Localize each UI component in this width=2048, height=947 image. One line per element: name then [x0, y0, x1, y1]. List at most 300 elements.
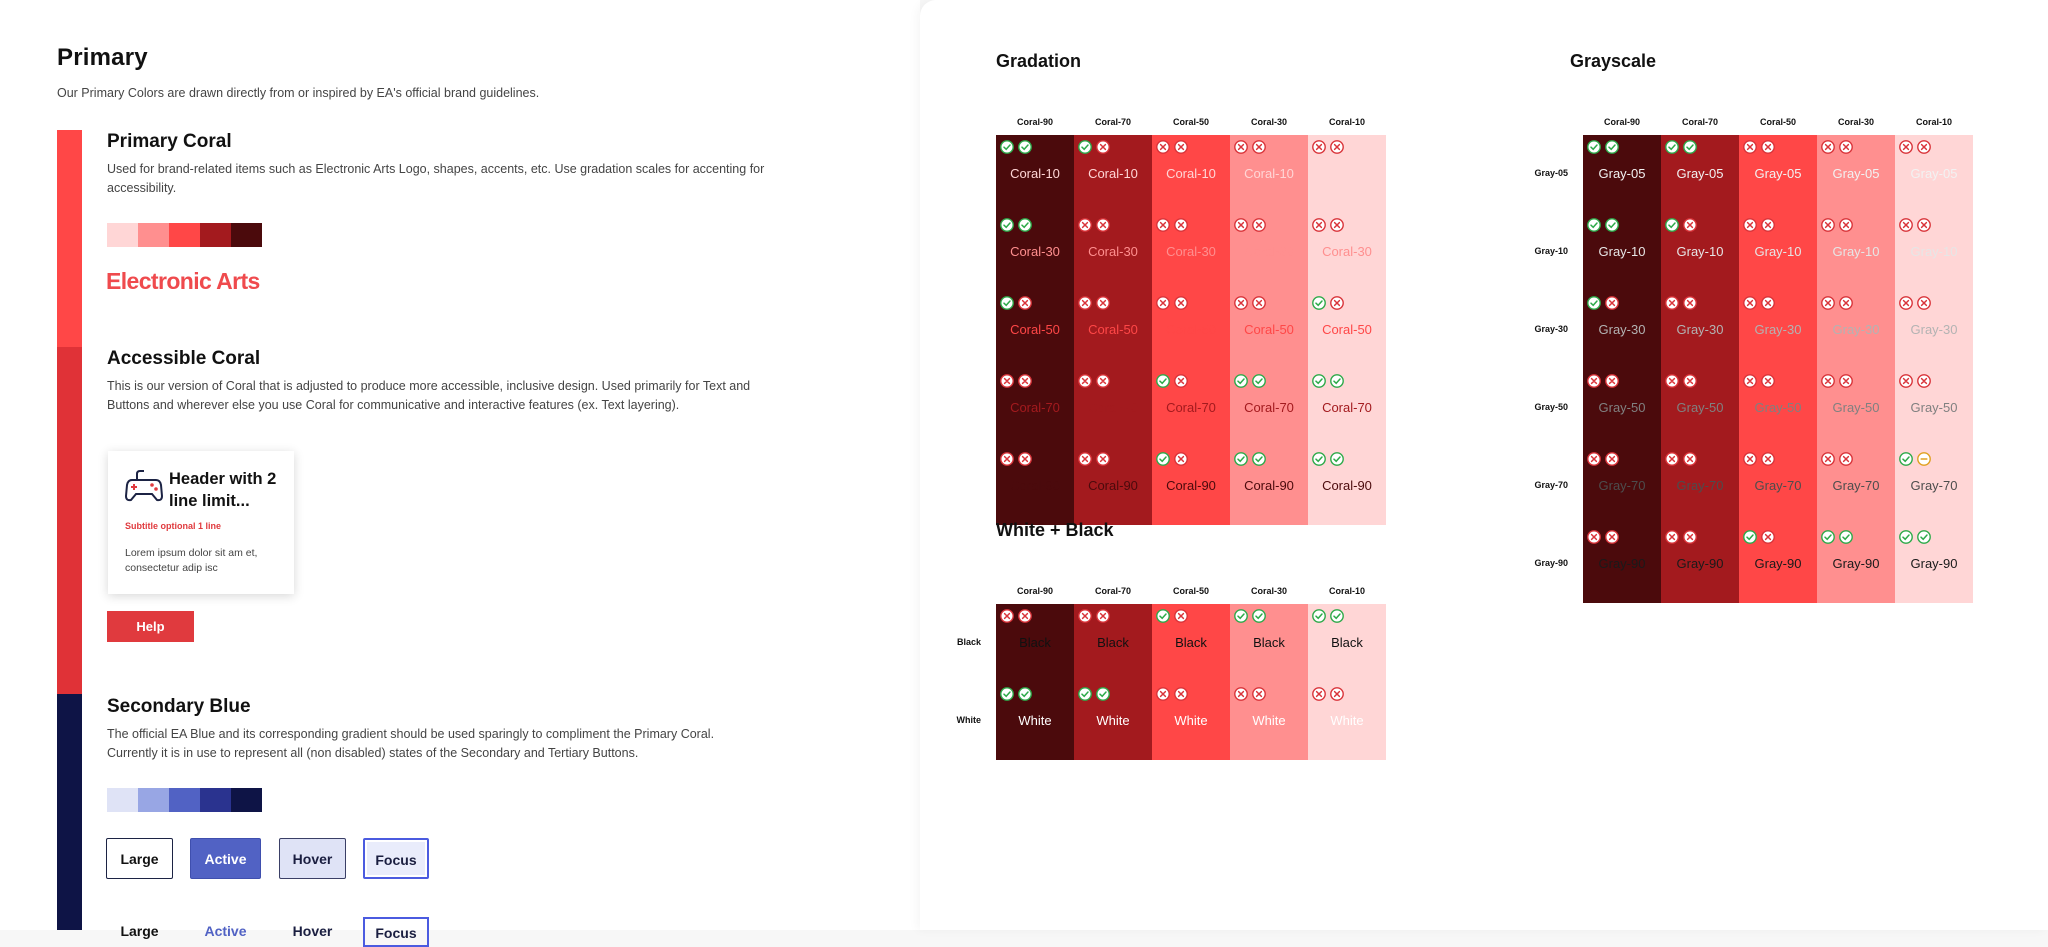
fail-x-icon: [1743, 452, 1757, 466]
white_black-title: White + Black: [996, 520, 1114, 540]
fail-x-icon: [1761, 374, 1775, 388]
pass-check-icon: [1312, 374, 1326, 388]
cell-label: Coral-10: [1322, 166, 1372, 181]
grayscale-contrast-cell: [1895, 369, 1973, 447]
tertiary-active-button[interactable]: Active: [204, 923, 247, 939]
fail-x-icon: [1761, 530, 1775, 544]
pass-check-icon: [1605, 140, 1619, 154]
cell-label: Coral-10: [1244, 166, 1294, 181]
gradation-contrast-cell: [1074, 447, 1152, 525]
fail-x-icon: [1743, 218, 1757, 232]
pass-check-icon: [1000, 296, 1014, 310]
fail-x-icon: [1743, 296, 1757, 310]
grayscale-contrast-cell: [1739, 369, 1817, 447]
secondary-blue-bar: [57, 694, 82, 930]
pass-check-icon: [1665, 140, 1679, 154]
primary-coral-bar: [57, 130, 82, 347]
page-intro: Our Primary Colors are drawn directly from or inspired by EA's official brand guidelines.: [57, 86, 540, 100]
grayscale-contrast-cell: [1895, 291, 1973, 369]
coral-swatch-3: [169, 223, 200, 247]
cell-label: Black: [1097, 635, 1129, 650]
coral-swatch-strip: [107, 223, 262, 247]
fail-x-icon: [1078, 452, 1092, 466]
coral-swatch-5: [231, 223, 262, 247]
pass-check-icon: [1587, 296, 1601, 310]
warning-icon: [1917, 452, 1931, 466]
coral-swatch-2: [138, 223, 169, 247]
white_black-row-header: Black: [956, 637, 981, 647]
cell-label: White: [1096, 713, 1130, 728]
grayscale-contrast-cell: [1895, 525, 1973, 603]
grayscale-row-header: Gray-70: [1534, 480, 1568, 490]
white_black-contrast-cell: [1152, 604, 1230, 682]
fail-x-icon: [1174, 374, 1188, 388]
fail-x-icon: [1683, 374, 1697, 388]
fail-x-icon: [1096, 452, 1110, 466]
pass-check-icon: [1587, 140, 1601, 154]
fail-x-icon: [1587, 374, 1601, 388]
cell-label: Gray-05: [1676, 166, 1724, 181]
card-title: Header with 2 line limit...: [169, 470, 277, 510]
cell-label: Gray-30: [1910, 322, 1958, 337]
grayscale-column-header: Coral-50: [1759, 117, 1796, 127]
grayscale-contrast-cell: [1583, 447, 1661, 525]
white_black-column-header: Coral-90: [1016, 586, 1053, 596]
fail-x-icon: [1821, 140, 1835, 154]
gradation-contrast-cell: [1308, 447, 1386, 525]
pass-check-icon: [1821, 530, 1835, 544]
gradation-contrast-cell: [996, 369, 1074, 447]
cell-label: Gray-50: [1910, 400, 1958, 415]
fail-x-icon: [1018, 609, 1032, 623]
fail-x-icon: [1665, 374, 1679, 388]
blue-swatch-2: [138, 788, 169, 812]
grayscale-row-header: Gray-90: [1534, 558, 1568, 568]
fail-x-icon: [1096, 218, 1110, 232]
grayscale-contrast-cell: [1739, 135, 1817, 213]
gradation-contrast-cell: [996, 135, 1074, 213]
cell-label: Coral-30: [1322, 244, 1372, 259]
gradation-contrast-cell: [1152, 135, 1230, 213]
gradation-contrast-cell: [1074, 135, 1152, 213]
white_black-contrast-cell: [1230, 682, 1308, 760]
fail-x-icon: [1174, 609, 1188, 623]
pass-check-icon: [1000, 687, 1014, 701]
white_black-column-header: Coral-10: [1328, 586, 1365, 596]
cell-label: Gray-70: [1754, 478, 1802, 493]
grayscale-contrast-cell: [1661, 213, 1739, 291]
gradation-contrast-cell: [1308, 135, 1386, 213]
grayscale-contrast-cell: [1583, 135, 1661, 213]
tertiary-focus-button[interactable]: Focus: [363, 917, 429, 947]
fail-x-icon: [1917, 374, 1931, 388]
cell-label: Black: [1019, 635, 1051, 650]
grayscale-contrast-cell: [1661, 447, 1739, 525]
cell-label: White: [1174, 713, 1208, 728]
cell-label: Black: [1175, 635, 1207, 650]
fail-x-icon: [1605, 452, 1619, 466]
fail-x-icon: [1665, 296, 1679, 310]
fail-x-icon: [1330, 218, 1344, 232]
fail-x-icon: [1899, 374, 1913, 388]
pass-check-icon: [1018, 218, 1032, 232]
gradation-contrast-cell: [1152, 369, 1230, 447]
coral-swatch-4: [200, 223, 231, 247]
pass-check-icon: [1330, 452, 1344, 466]
cell-label: Coral-70: [1244, 400, 1294, 415]
gradation-contrast-cell: [996, 213, 1074, 291]
fail-x-icon: [1821, 374, 1835, 388]
gradation-contrast-cell: [1230, 135, 1308, 213]
fail-x-icon: [1018, 452, 1032, 466]
primary-colors-panel: [0, 0, 920, 941]
blue-swatch-strip: [107, 788, 262, 812]
cell-label: Gray-70: [1832, 478, 1880, 493]
tertiary-hover-button[interactable]: Hover: [292, 923, 333, 939]
pass-check-icon: [1234, 452, 1248, 466]
cell-label: Gray-90: [1910, 556, 1958, 571]
fail-x-icon: [1761, 296, 1775, 310]
cell-label: Gray-50: [1598, 400, 1646, 415]
fail-x-icon: [1174, 452, 1188, 466]
grayscale-contrast-cell: [1739, 525, 1817, 603]
fail-x-icon: [1665, 452, 1679, 466]
fail-x-icon: [1156, 218, 1170, 232]
cell-label: Gray-10: [1676, 244, 1724, 259]
gradation-contrast-cell: [1152, 447, 1230, 525]
fail-x-icon: [1917, 218, 1931, 232]
fail-x-icon: [1000, 609, 1014, 623]
fail-x-icon: [1018, 296, 1032, 310]
fail-x-icon: [1330, 140, 1344, 154]
pass-check-icon: [1156, 452, 1170, 466]
cell-label: Gray-10: [1598, 244, 1646, 259]
fail-x-icon: [1587, 452, 1601, 466]
grayscale-contrast-cell: [1817, 447, 1895, 525]
contrast-panel: [920, 0, 2048, 930]
cell-label: Coral-30: [1010, 244, 1060, 259]
gradation-contrast-cell: [1074, 369, 1152, 447]
white_black-contrast-cell: [1308, 682, 1386, 760]
cell-label: Gray-50: [1832, 400, 1880, 415]
gradation-column-header: Coral-50: [1172, 117, 1209, 127]
blue-swatch-4: [200, 788, 231, 812]
fail-x-icon: [1330, 296, 1344, 310]
fail-x-icon: [1078, 609, 1092, 623]
cell-label: Gray-30: [1598, 322, 1646, 337]
fail-x-icon: [1234, 296, 1248, 310]
grayscale-contrast-cell: [1817, 369, 1895, 447]
gradation-contrast-cell: [1308, 213, 1386, 291]
focus-button[interactable]: Focus: [363, 838, 429, 879]
coral-swatch-1: [107, 223, 138, 247]
cell-label: Coral-90: [1088, 478, 1138, 493]
cell-label: Gray-30: [1676, 322, 1724, 337]
fail-x-icon: [1821, 218, 1835, 232]
fail-x-icon: [1330, 687, 1344, 701]
pass-check-icon: [1252, 609, 1266, 623]
fail-x-icon: [1839, 374, 1853, 388]
pass-check-icon: [1587, 218, 1601, 232]
fail-x-icon: [1000, 374, 1014, 388]
pass-check-icon: [1018, 687, 1032, 701]
pass-check-icon: [1312, 609, 1326, 623]
fail-x-icon: [1096, 296, 1110, 310]
fail-x-icon: [1078, 374, 1092, 388]
white_black-column-header: Coral-30: [1250, 586, 1287, 596]
fail-x-icon: [1917, 140, 1931, 154]
pass-check-icon: [1000, 140, 1014, 154]
fail-x-icon: [1252, 140, 1266, 154]
fail-x-icon: [1683, 452, 1697, 466]
gradation-contrast-cell: [1152, 213, 1230, 291]
grayscale-contrast-cell: [1583, 291, 1661, 369]
fail-x-icon: [1078, 296, 1092, 310]
white_black-column-header: Coral-70: [1094, 586, 1131, 596]
fail-x-icon: [1839, 140, 1853, 154]
cell-label: Black: [1331, 635, 1363, 650]
pass-check-icon: [1252, 452, 1266, 466]
cell-label: Coral-50: [1088, 322, 1138, 337]
secondary-blue-title: Secondary Blue: [107, 696, 251, 717]
grayscale-column-header: Coral-70: [1681, 117, 1718, 127]
grayscale-row-header: Gray-50: [1534, 402, 1568, 412]
fail-x-icon: [1312, 687, 1326, 701]
fail-x-icon: [1761, 218, 1775, 232]
grayscale-contrast-cell: [1661, 291, 1739, 369]
cell-label: White: [1330, 713, 1364, 728]
fail-x-icon: [1761, 452, 1775, 466]
cell-label: Coral-70: [1166, 400, 1216, 415]
white_black-row-header: White: [956, 715, 981, 725]
blue-swatch-5: [231, 788, 262, 812]
fail-x-icon: [1743, 140, 1757, 154]
gradation-contrast-cell: [1152, 291, 1230, 369]
grayscale-contrast-cell: [1661, 369, 1739, 447]
grayscale-row-header: Gray-05: [1534, 168, 1568, 178]
fail-x-icon: [1096, 374, 1110, 388]
tertiary-large-button[interactable]: Large: [120, 923, 159, 939]
fail-x-icon: [1234, 218, 1248, 232]
fail-x-icon: [1174, 140, 1188, 154]
gradation-contrast-cell: [1230, 291, 1308, 369]
primary-coral-title: Primary Coral: [107, 131, 232, 152]
pass-check-icon: [1899, 452, 1913, 466]
pass-check-icon: [1683, 140, 1697, 154]
cell-label: Gray-50: [1754, 400, 1802, 415]
grayscale-column-header: Coral-10: [1915, 117, 1952, 127]
fail-x-icon: [1683, 218, 1697, 232]
cell-label: Coral-10: [1166, 166, 1216, 181]
grayscale-contrast-cell: [1817, 135, 1895, 213]
cell-label: Gray-05: [1598, 166, 1646, 181]
cell-label: Gray-05: [1910, 166, 1958, 181]
fail-x-icon: [1312, 140, 1326, 154]
accessible-coral-description: This is our version of Coral that is adjusted to produce more accessible, inclusive design. Used primarily for Text and Buttons and wherever else you use Coral for communicative and interactive features (ex. Text layering).: [107, 379, 751, 412]
cell-label: Gray-30: [1754, 322, 1802, 337]
pass-check-icon: [1312, 452, 1326, 466]
help-button[interactable]: Help: [107, 611, 194, 642]
cell-label: Gray-90: [1754, 556, 1802, 571]
fail-x-icon: [1312, 218, 1326, 232]
accessible-coral-bar: [57, 347, 82, 694]
cell-label: White: [1018, 713, 1052, 728]
fail-x-icon: [1234, 140, 1248, 154]
fail-x-icon: [1839, 296, 1853, 310]
gradation-column-header: Coral-70: [1094, 117, 1131, 127]
grayscale-column-header: Coral-30: [1837, 117, 1874, 127]
pass-check-icon: [1917, 530, 1931, 544]
cell-label: Gray-50: [1676, 400, 1724, 415]
cell-label: Coral-90: [1166, 478, 1216, 493]
fail-x-icon: [1174, 296, 1188, 310]
grayscale-contrast-cell: [1739, 213, 1817, 291]
pass-check-icon: [1156, 609, 1170, 623]
cell-label: Coral-50: [1244, 322, 1294, 337]
gradation-contrast-cell: [1230, 213, 1308, 291]
fail-x-icon: [1096, 609, 1110, 623]
cell-label: Coral-90: [1322, 478, 1372, 493]
gradation-contrast-cell: [996, 447, 1074, 525]
cell-label: Gray-10: [1754, 244, 1802, 259]
pass-check-icon: [1605, 218, 1619, 232]
fail-x-icon: [1605, 374, 1619, 388]
gradation-column-header: Coral-30: [1250, 117, 1287, 127]
cell-label: Coral-70: [1010, 400, 1060, 415]
fail-x-icon: [1078, 218, 1092, 232]
grayscale-column-header: Coral-90: [1603, 117, 1640, 127]
pass-check-icon: [1330, 609, 1344, 623]
large-button[interactable]: Large: [106, 838, 173, 879]
white_black-contrast-cell: [1152, 682, 1230, 760]
cell-label: Coral-50: [1322, 322, 1372, 337]
cell-label: Gray-90: [1676, 556, 1724, 571]
cell-label: Coral-30: [1244, 244, 1294, 259]
fail-x-icon: [1018, 374, 1032, 388]
fail-x-icon: [1683, 296, 1697, 310]
grayscale-contrast-cell: [1817, 291, 1895, 369]
sample-card[interactable]: [108, 451, 294, 594]
fail-x-icon: [1605, 530, 1619, 544]
pass-check-icon: [1665, 218, 1679, 232]
grayscale-contrast-cell: [1583, 525, 1661, 603]
cell-label: Gray-10: [1832, 244, 1880, 259]
pass-check-icon: [1234, 374, 1248, 388]
gradation-contrast-cell: [1308, 369, 1386, 447]
grayscale-row-header: Gray-30: [1534, 324, 1568, 334]
pass-check-icon: [1330, 374, 1344, 388]
white_black-contrast-cell: [1074, 604, 1152, 682]
white_black-contrast-cell: [1230, 604, 1308, 682]
grayscale-contrast-cell: [1583, 213, 1661, 291]
blue-swatch-1: [107, 788, 138, 812]
fail-x-icon: [1917, 296, 1931, 310]
cell-label: White: [1252, 713, 1286, 728]
fail-x-icon: [1821, 452, 1835, 466]
primary-coral-description: Used for brand-related items such as Electronic Arts Logo, shapes, accents, etc. Use gradation scales for accenting for accessibility.: [107, 162, 765, 195]
fail-x-icon: [1252, 687, 1266, 701]
cell-label: Gray-05: [1754, 166, 1802, 181]
cell-label: Coral-90: [1010, 478, 1060, 493]
fail-x-icon: [1252, 218, 1266, 232]
pass-check-icon: [1839, 530, 1853, 544]
fail-x-icon: [1899, 218, 1913, 232]
fail-x-icon: [1000, 452, 1014, 466]
gradation-contrast-cell: [1230, 369, 1308, 447]
cell-label: Coral-10: [1088, 166, 1138, 181]
cell-label: Coral-10: [1010, 166, 1060, 181]
gamepad-icon: [125, 469, 163, 503]
grayscale-contrast-cell: [1583, 369, 1661, 447]
pass-check-icon: [1252, 374, 1266, 388]
grayscale-contrast-cell: [1895, 135, 1973, 213]
fail-x-icon: [1156, 140, 1170, 154]
pass-check-icon: [1096, 687, 1110, 701]
cell-label: Coral-50: [1010, 322, 1060, 337]
electronic-arts-logo: Electronic Arts: [106, 268, 260, 294]
cell-label: Black: [1253, 635, 1285, 650]
pass-check-icon: [1018, 140, 1032, 154]
fail-x-icon: [1156, 687, 1170, 701]
grayscale-row-header: Gray-10: [1534, 246, 1568, 256]
fail-x-icon: [1839, 452, 1853, 466]
white_black-column-header: Coral-50: [1172, 586, 1209, 596]
cell-label: Gray-05: [1832, 166, 1880, 181]
pass-check-icon: [1156, 374, 1170, 388]
hover-button[interactable]: Hover: [279, 838, 346, 879]
cell-label: Coral-30: [1088, 244, 1138, 259]
cell-label: Coral-70: [1088, 400, 1138, 415]
gradation-contrast-cell: [1308, 291, 1386, 369]
card-subtitle: Subtitle optional 1 line: [125, 521, 222, 531]
fail-x-icon: [1683, 530, 1697, 544]
cell-label: Coral-50: [1166, 322, 1216, 337]
cell-label: Gray-70: [1910, 478, 1958, 493]
fail-x-icon: [1605, 296, 1619, 310]
fail-x-icon: [1899, 140, 1913, 154]
grayscale-contrast-cell: [1817, 525, 1895, 603]
cell-label: Coral-70: [1322, 400, 1372, 415]
fail-x-icon: [1156, 296, 1170, 310]
grayscale-contrast-cell: [1895, 213, 1973, 291]
grayscale-title: Grayscale: [1570, 51, 1657, 71]
accessible-coral-title: Accessible Coral: [107, 348, 261, 369]
grayscale-contrast-cell: [1739, 291, 1817, 369]
gradation-column-header: Coral-90: [1016, 117, 1053, 127]
gradation-title: Gradation: [996, 51, 1082, 71]
blue-swatch-3: [169, 788, 200, 812]
white_black-contrast-cell: [996, 682, 1074, 760]
active-button[interactable]: Active: [190, 838, 261, 879]
cell-label: Gray-70: [1676, 478, 1724, 493]
page-title: Primary: [57, 44, 148, 71]
fail-x-icon: [1743, 374, 1757, 388]
fail-x-icon: [1821, 296, 1835, 310]
pass-check-icon: [1899, 530, 1913, 544]
card-body: Lorem ipsum dolor sit am et, consectetur adip isc: [125, 547, 258, 574]
fail-x-icon: [1899, 296, 1913, 310]
fail-x-icon: [1096, 140, 1110, 154]
fail-x-icon: [1665, 530, 1679, 544]
cell-label: Gray-30: [1832, 322, 1880, 337]
fail-x-icon: [1761, 140, 1775, 154]
cell-label: Gray-90: [1598, 556, 1646, 571]
secondary-blue-description: The official EA Blue and its corresponding gradient should be used sparingly to compliment the Primary Coral. Currently it is in use to represent all (non disabled) states of the Secondary and Tertiary Buttons.: [107, 727, 715, 760]
cell-label: Coral-30: [1166, 244, 1216, 259]
pass-check-icon: [1078, 140, 1092, 154]
cell-label: Gray-70: [1598, 478, 1646, 493]
white_black-contrast-cell: [1308, 604, 1386, 682]
